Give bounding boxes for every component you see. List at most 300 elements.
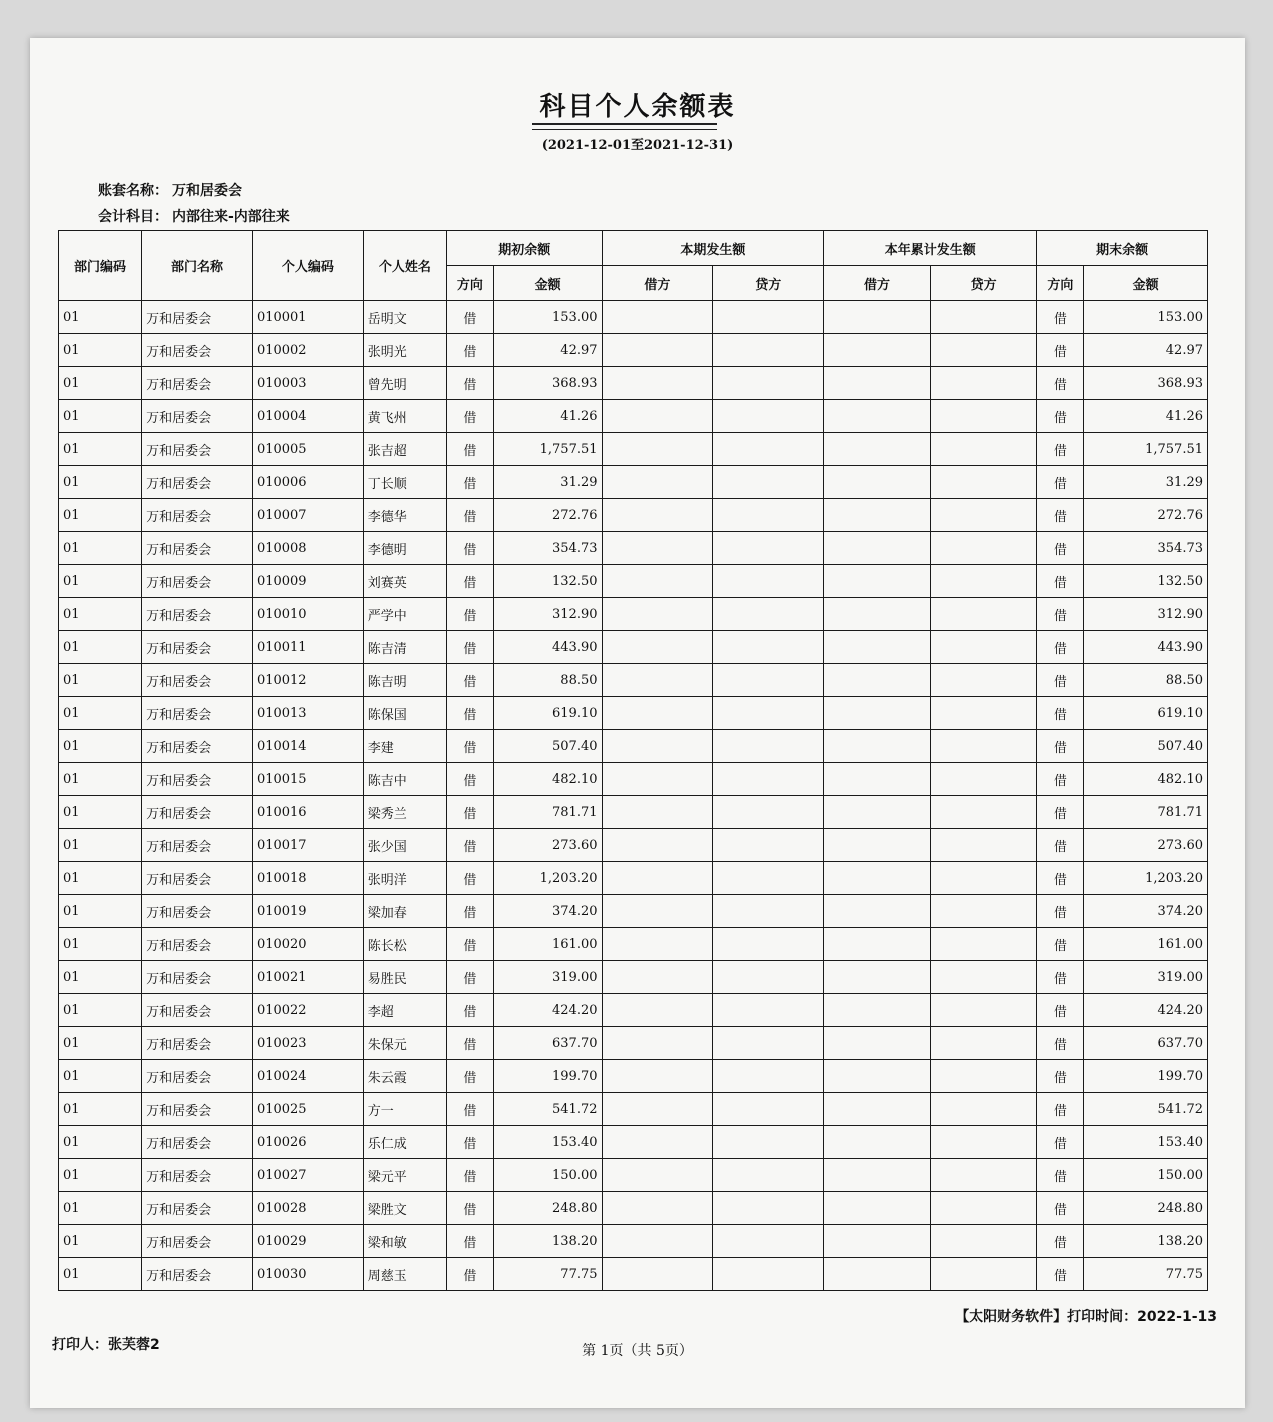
cell-person-code: 010022	[252, 994, 363, 1027]
cell-dept-name: 万和居委会	[142, 367, 253, 400]
cell-current-credit	[713, 928, 824, 961]
cell-opening-direction: 借	[446, 598, 493, 631]
cell-opening-amount: 354.73	[493, 532, 602, 565]
cell-dept-code: 01	[59, 631, 142, 664]
cell-dept-name: 万和居委会	[142, 829, 253, 862]
cell-ytd-credit	[930, 994, 1037, 1027]
cell-dept-code: 01	[59, 1258, 142, 1291]
col-dept-name: 部门名称	[142, 231, 253, 301]
cell-ytd-debit	[824, 730, 931, 763]
cell-current-debit	[602, 334, 713, 367]
cell-person-code: 010008	[252, 532, 363, 565]
cell-closing-direction: 借	[1037, 499, 1084, 532]
cell-current-debit	[602, 400, 713, 433]
cell-dept-name: 万和居委会	[142, 1126, 253, 1159]
cell-dept-code: 01	[59, 994, 142, 1027]
cell-ytd-debit	[824, 697, 931, 730]
cell-ytd-credit	[930, 1258, 1037, 1291]
account-set-value: 万和居委会	[172, 183, 242, 199]
cell-ytd-credit	[930, 631, 1037, 664]
cell-dept-code: 01	[59, 763, 142, 796]
table-row	[59, 994, 1208, 1027]
cell-person-name: 陈吉明	[363, 664, 446, 697]
cell-current-debit	[602, 862, 713, 895]
cell-person-name: 张少国	[363, 829, 446, 862]
cell-opening-direction: 借	[446, 862, 493, 895]
table-row	[59, 433, 1208, 466]
cell-ytd-credit	[930, 730, 1037, 763]
cell-closing-direction: 借	[1037, 565, 1084, 598]
cell-closing-amount: 132.50	[1084, 565, 1208, 598]
cell-closing-direction: 借	[1037, 367, 1084, 400]
cell-dept-code: 01	[59, 829, 142, 862]
cell-ytd-debit	[824, 565, 931, 598]
col-ytd-credit: 贷方	[930, 266, 1037, 301]
cell-opening-direction: 借	[446, 994, 493, 1027]
cell-opening-direction: 借	[446, 697, 493, 730]
cell-opening-amount: 153.00	[493, 301, 602, 334]
cell-closing-direction: 借	[1037, 928, 1084, 961]
cell-closing-direction: 借	[1037, 334, 1084, 367]
cell-current-debit	[602, 1225, 713, 1258]
cell-closing-amount: 150.00	[1084, 1159, 1208, 1192]
cell-person-name: 岳明文	[363, 301, 446, 334]
cell-ytd-debit	[824, 1060, 931, 1093]
cell-person-name: 梁胜文	[363, 1192, 446, 1225]
cell-dept-code: 01	[59, 895, 142, 928]
cell-person-code: 010003	[252, 367, 363, 400]
cell-ytd-debit	[824, 862, 931, 895]
col-current-credit: 贷方	[713, 266, 824, 301]
col-current: 本期发生额	[602, 231, 824, 266]
cell-dept-name: 万和居委会	[142, 565, 253, 598]
cell-dept-code: 01	[59, 664, 142, 697]
cell-closing-direction: 借	[1037, 1159, 1084, 1192]
cell-ytd-debit	[824, 499, 931, 532]
cell-opening-amount: 153.40	[493, 1126, 602, 1159]
cell-person-name: 周慈玉	[363, 1258, 446, 1291]
cell-closing-direction: 借	[1037, 763, 1084, 796]
cell-closing-direction: 借	[1037, 532, 1084, 565]
table-row	[59, 631, 1208, 664]
cell-opening-direction: 借	[446, 1225, 493, 1258]
cell-opening-amount: 41.26	[493, 400, 602, 433]
cell-dept-name: 万和居委会	[142, 631, 253, 664]
cell-person-code: 010025	[252, 1093, 363, 1126]
cell-ytd-credit	[930, 334, 1037, 367]
cell-person-code: 010007	[252, 499, 363, 532]
cell-ytd-debit	[824, 895, 931, 928]
cell-opening-amount: 248.80	[493, 1192, 602, 1225]
cell-current-credit	[713, 1225, 824, 1258]
cell-closing-direction: 借	[1037, 697, 1084, 730]
cell-opening-direction: 借	[446, 1126, 493, 1159]
cell-dept-name: 万和居委会	[142, 928, 253, 961]
cell-dept-name: 万和居委会	[142, 862, 253, 895]
cell-opening-amount: 443.90	[493, 631, 602, 664]
cell-person-code: 010026	[252, 1126, 363, 1159]
cell-closing-direction: 借	[1037, 1093, 1084, 1126]
cell-closing-amount: 619.10	[1084, 697, 1208, 730]
cell-closing-amount: 161.00	[1084, 928, 1208, 961]
cell-closing-direction: 借	[1037, 1192, 1084, 1225]
cell-opening-amount: 1,203.20	[493, 862, 602, 895]
cell-person-name: 易胜民	[363, 961, 446, 994]
cell-opening-direction: 借	[446, 1192, 493, 1225]
cell-current-debit	[602, 1093, 713, 1126]
cell-opening-direction: 借	[446, 1060, 493, 1093]
cell-ytd-debit	[824, 433, 931, 466]
cell-closing-amount: 1,203.20	[1084, 862, 1208, 895]
cell-current-credit	[713, 895, 824, 928]
cell-person-name: 乐仁成	[363, 1126, 446, 1159]
cell-person-code: 010018	[252, 862, 363, 895]
cell-person-code: 010015	[252, 763, 363, 796]
cell-person-code: 010002	[252, 334, 363, 367]
account-set-line	[98, 180, 242, 200]
cell-ytd-debit	[824, 1027, 931, 1060]
cell-closing-direction: 借	[1037, 631, 1084, 664]
cell-person-code: 010028	[252, 1192, 363, 1225]
cell-ytd-debit	[824, 301, 931, 334]
cell-current-debit	[602, 631, 713, 664]
cell-opening-amount: 1,757.51	[493, 433, 602, 466]
cell-closing-direction: 借	[1037, 730, 1084, 763]
subject-value: 内部往来-内部往来	[172, 209, 290, 225]
cell-ytd-credit	[930, 961, 1037, 994]
cell-current-credit	[713, 829, 824, 862]
cell-opening-amount: 161.00	[493, 928, 602, 961]
cell-dept-name: 万和居委会	[142, 598, 253, 631]
cell-opening-direction: 借	[446, 334, 493, 367]
cell-closing-amount: 41.26	[1084, 400, 1208, 433]
cell-dept-code: 01	[59, 1060, 142, 1093]
cell-person-code: 010021	[252, 961, 363, 994]
cell-opening-amount: 31.29	[493, 466, 602, 499]
cell-closing-amount: 637.70	[1084, 1027, 1208, 1060]
cell-opening-direction: 借	[446, 1159, 493, 1192]
cell-person-code: 010005	[252, 433, 363, 466]
table-row	[59, 1225, 1208, 1258]
cell-current-debit	[602, 1192, 713, 1225]
cell-current-debit	[602, 433, 713, 466]
cell-opening-direction: 借	[446, 664, 493, 697]
cell-person-code: 010012	[252, 664, 363, 697]
cell-dept-code: 01	[59, 433, 142, 466]
cell-dept-name: 万和居委会	[142, 400, 253, 433]
cell-dept-code: 01	[59, 697, 142, 730]
cell-opening-amount: 150.00	[493, 1159, 602, 1192]
cell-person-name: 张吉超	[363, 433, 446, 466]
cell-opening-direction: 借	[446, 466, 493, 499]
cell-person-name: 李德华	[363, 499, 446, 532]
cell-dept-code: 01	[59, 796, 142, 829]
cell-ytd-debit	[824, 367, 931, 400]
cell-current-credit	[713, 499, 824, 532]
cell-dept-code: 01	[59, 730, 142, 763]
cell-person-name: 黄飞州	[363, 400, 446, 433]
cell-dept-code: 01	[59, 1159, 142, 1192]
cell-closing-amount: 482.10	[1084, 763, 1208, 796]
cell-person-name: 陈吉清	[363, 631, 446, 664]
cell-current-credit	[713, 466, 824, 499]
cell-dept-code: 01	[59, 1192, 142, 1225]
cell-person-name: 曾先明	[363, 367, 446, 400]
cell-opening-amount: 272.76	[493, 499, 602, 532]
table-row	[59, 895, 1208, 928]
cell-opening-amount: 312.90	[493, 598, 602, 631]
cell-dept-code: 01	[59, 1027, 142, 1060]
cell-person-name: 刘赛英	[363, 565, 446, 598]
cell-closing-amount: 443.90	[1084, 631, 1208, 664]
subject-label: 会计科目：	[98, 209, 168, 225]
cell-closing-amount: 199.70	[1084, 1060, 1208, 1093]
cell-ytd-debit	[824, 1126, 931, 1159]
cell-person-name: 朱保元	[363, 1027, 446, 1060]
col-ytd: 本年累计发生额	[824, 231, 1037, 266]
cell-current-credit	[713, 1126, 824, 1159]
report-period: (2021-12-01至2021-12-31)	[541, 138, 734, 153]
cell-opening-direction: 借	[446, 433, 493, 466]
cell-dept-name: 万和居委会	[142, 1159, 253, 1192]
cell-person-code: 010024	[252, 1060, 363, 1093]
cell-ytd-debit	[824, 400, 931, 433]
table-row	[59, 499, 1208, 532]
cell-closing-amount: 77.75	[1084, 1258, 1208, 1291]
table-row	[59, 763, 1208, 796]
cell-ytd-debit	[824, 1258, 931, 1291]
cell-opening-amount: 319.00	[493, 961, 602, 994]
cell-closing-amount: 312.90	[1084, 598, 1208, 631]
cell-closing-direction: 借	[1037, 1258, 1084, 1291]
cell-dept-name: 万和居委会	[142, 961, 253, 994]
cell-closing-direction: 借	[1037, 1060, 1084, 1093]
cell-closing-direction: 借	[1037, 301, 1084, 334]
cell-current-debit	[602, 796, 713, 829]
cell-closing-direction: 借	[1037, 994, 1084, 1027]
cell-opening-direction: 借	[446, 400, 493, 433]
cell-dept-name: 万和居委会	[142, 796, 253, 829]
cell-ytd-credit	[930, 862, 1037, 895]
table-row	[59, 367, 1208, 400]
cell-opening-amount: 132.50	[493, 565, 602, 598]
cell-closing-amount: 368.93	[1084, 367, 1208, 400]
cell-closing-amount: 272.76	[1084, 499, 1208, 532]
cell-closing-direction: 借	[1037, 895, 1084, 928]
cell-person-name: 梁加春	[363, 895, 446, 928]
cell-current-credit	[713, 598, 824, 631]
cell-person-name: 梁和敏	[363, 1225, 446, 1258]
cell-dept-name: 万和居委会	[142, 664, 253, 697]
cell-closing-direction: 借	[1037, 1027, 1084, 1060]
cell-ytd-debit	[824, 1192, 931, 1225]
cell-closing-direction: 借	[1037, 1126, 1084, 1159]
col-closing: 期末余额	[1037, 231, 1208, 266]
cell-ytd-credit	[930, 1093, 1037, 1126]
cell-person-name: 方一	[363, 1093, 446, 1126]
cell-opening-direction: 借	[446, 499, 493, 532]
cell-closing-direction: 借	[1037, 796, 1084, 829]
cell-current-debit	[602, 301, 713, 334]
cell-dept-name: 万和居委会	[142, 532, 253, 565]
cell-dept-name: 万和居委会	[142, 1093, 253, 1126]
printer-name: 打印人：张芙蓉2	[52, 1337, 160, 1353]
cell-opening-amount: 88.50	[493, 664, 602, 697]
cell-opening-amount: 424.20	[493, 994, 602, 1027]
cell-current-credit	[713, 1093, 824, 1126]
cell-dept-code: 01	[59, 367, 142, 400]
cell-opening-amount: 637.70	[493, 1027, 602, 1060]
cell-ytd-debit	[824, 532, 931, 565]
cell-current-debit	[602, 1027, 713, 1060]
cell-dept-name: 万和居委会	[142, 994, 253, 1027]
cell-person-code: 010023	[252, 1027, 363, 1060]
cell-current-debit	[602, 367, 713, 400]
cell-person-code: 010004	[252, 400, 363, 433]
cell-person-code: 010013	[252, 697, 363, 730]
table-row	[59, 1093, 1208, 1126]
cell-closing-amount: 507.40	[1084, 730, 1208, 763]
cell-current-debit	[602, 664, 713, 697]
cell-closing-direction: 借	[1037, 862, 1084, 895]
cell-opening-direction: 借	[446, 1093, 493, 1126]
cell-ytd-debit	[824, 334, 931, 367]
cell-person-name: 张明光	[363, 334, 446, 367]
cell-ytd-credit	[930, 895, 1037, 928]
cell-opening-amount: 77.75	[493, 1258, 602, 1291]
col-dept-code: 部门编码	[59, 231, 142, 301]
cell-dept-code: 01	[59, 565, 142, 598]
cell-closing-amount: 153.00	[1084, 301, 1208, 334]
cell-opening-direction: 借	[446, 301, 493, 334]
cell-current-credit	[713, 730, 824, 763]
cell-ytd-debit	[824, 763, 931, 796]
cell-current-credit	[713, 1192, 824, 1225]
table-row	[59, 961, 1208, 994]
balance-table	[58, 230, 1208, 1291]
report-page	[30, 38, 1245, 1408]
table-row	[59, 301, 1208, 334]
cell-person-name: 梁元平	[363, 1159, 446, 1192]
cell-closing-amount: 354.73	[1084, 532, 1208, 565]
cell-ytd-debit	[824, 994, 931, 1027]
cell-closing-amount: 273.60	[1084, 829, 1208, 862]
cell-current-debit	[602, 961, 713, 994]
table-row	[59, 466, 1208, 499]
cell-current-credit	[713, 994, 824, 1027]
cell-ytd-debit	[824, 1093, 931, 1126]
table-row	[59, 928, 1208, 961]
cell-ytd-credit	[930, 796, 1037, 829]
table-header	[59, 231, 1208, 301]
cell-ytd-credit	[930, 664, 1037, 697]
cell-opening-amount: 42.97	[493, 334, 602, 367]
cell-dept-name: 万和居委会	[142, 1225, 253, 1258]
cell-closing-amount: 1,757.51	[1084, 433, 1208, 466]
cell-current-credit	[713, 1060, 824, 1093]
cell-opening-amount: 199.70	[493, 1060, 602, 1093]
cell-dept-name: 万和居委会	[142, 763, 253, 796]
cell-ytd-credit	[930, 928, 1037, 961]
cell-opening-amount: 619.10	[493, 697, 602, 730]
cell-current-credit	[713, 697, 824, 730]
cell-ytd-credit	[930, 466, 1037, 499]
cell-ytd-debit	[824, 1159, 931, 1192]
cell-ytd-credit	[930, 829, 1037, 862]
cell-person-name: 陈吉中	[363, 763, 446, 796]
cell-dept-code: 01	[59, 598, 142, 631]
cell-current-debit	[602, 697, 713, 730]
cell-opening-amount: 138.20	[493, 1225, 602, 1258]
cell-closing-amount: 153.40	[1084, 1126, 1208, 1159]
cell-current-credit	[713, 862, 824, 895]
cell-closing-direction: 借	[1037, 598, 1084, 631]
cell-ytd-credit	[930, 697, 1037, 730]
cell-person-code: 010009	[252, 565, 363, 598]
cell-current-debit	[602, 1060, 713, 1093]
cell-current-credit	[713, 565, 824, 598]
cell-person-code: 010020	[252, 928, 363, 961]
cell-closing-amount: 138.20	[1084, 1225, 1208, 1258]
cell-current-debit	[602, 829, 713, 862]
cell-opening-direction: 借	[446, 730, 493, 763]
cell-ytd-credit	[930, 763, 1037, 796]
cell-ytd-debit	[824, 928, 931, 961]
col-opening: 期初余额	[446, 231, 602, 266]
table-row	[59, 1060, 1208, 1093]
cell-ytd-credit	[930, 1027, 1037, 1060]
cell-current-debit	[602, 730, 713, 763]
cell-ytd-debit	[824, 1225, 931, 1258]
cell-closing-amount: 319.00	[1084, 961, 1208, 994]
cell-dept-code: 01	[59, 334, 142, 367]
cell-opening-direction: 借	[446, 829, 493, 862]
cell-ytd-credit	[930, 532, 1037, 565]
table-row	[59, 1192, 1208, 1225]
table-row	[59, 1159, 1208, 1192]
table-row	[59, 1027, 1208, 1060]
cell-ytd-debit	[824, 631, 931, 664]
cell-opening-direction: 借	[446, 532, 493, 565]
table-row	[59, 598, 1208, 631]
cell-dept-name: 万和居委会	[142, 433, 253, 466]
cell-current-credit	[713, 301, 824, 334]
cell-current-credit	[713, 631, 824, 664]
table-row	[59, 334, 1208, 367]
cell-dept-name: 万和居委会	[142, 1060, 253, 1093]
cell-closing-direction: 借	[1037, 400, 1084, 433]
cell-ytd-credit	[930, 499, 1037, 532]
cell-person-code: 010016	[252, 796, 363, 829]
cell-ytd-debit	[824, 598, 931, 631]
cell-person-name: 李超	[363, 994, 446, 1027]
account-set-label: 账套名称：	[98, 183, 168, 199]
cell-dept-name: 万和居委会	[142, 730, 253, 763]
cell-ytd-credit	[930, 367, 1037, 400]
cell-current-credit	[713, 664, 824, 697]
cell-person-code: 010027	[252, 1159, 363, 1192]
cell-ytd-debit	[824, 796, 931, 829]
subject-line	[98, 206, 290, 226]
cell-ytd-credit	[930, 1159, 1037, 1192]
col-ytd-debit: 借方	[824, 266, 931, 301]
col-person-code: 个人编码	[252, 231, 363, 301]
cell-opening-amount: 374.20	[493, 895, 602, 928]
cell-ytd-debit	[824, 466, 931, 499]
cell-opening-direction: 借	[446, 763, 493, 796]
table-row	[59, 796, 1208, 829]
cell-ytd-credit	[930, 400, 1037, 433]
